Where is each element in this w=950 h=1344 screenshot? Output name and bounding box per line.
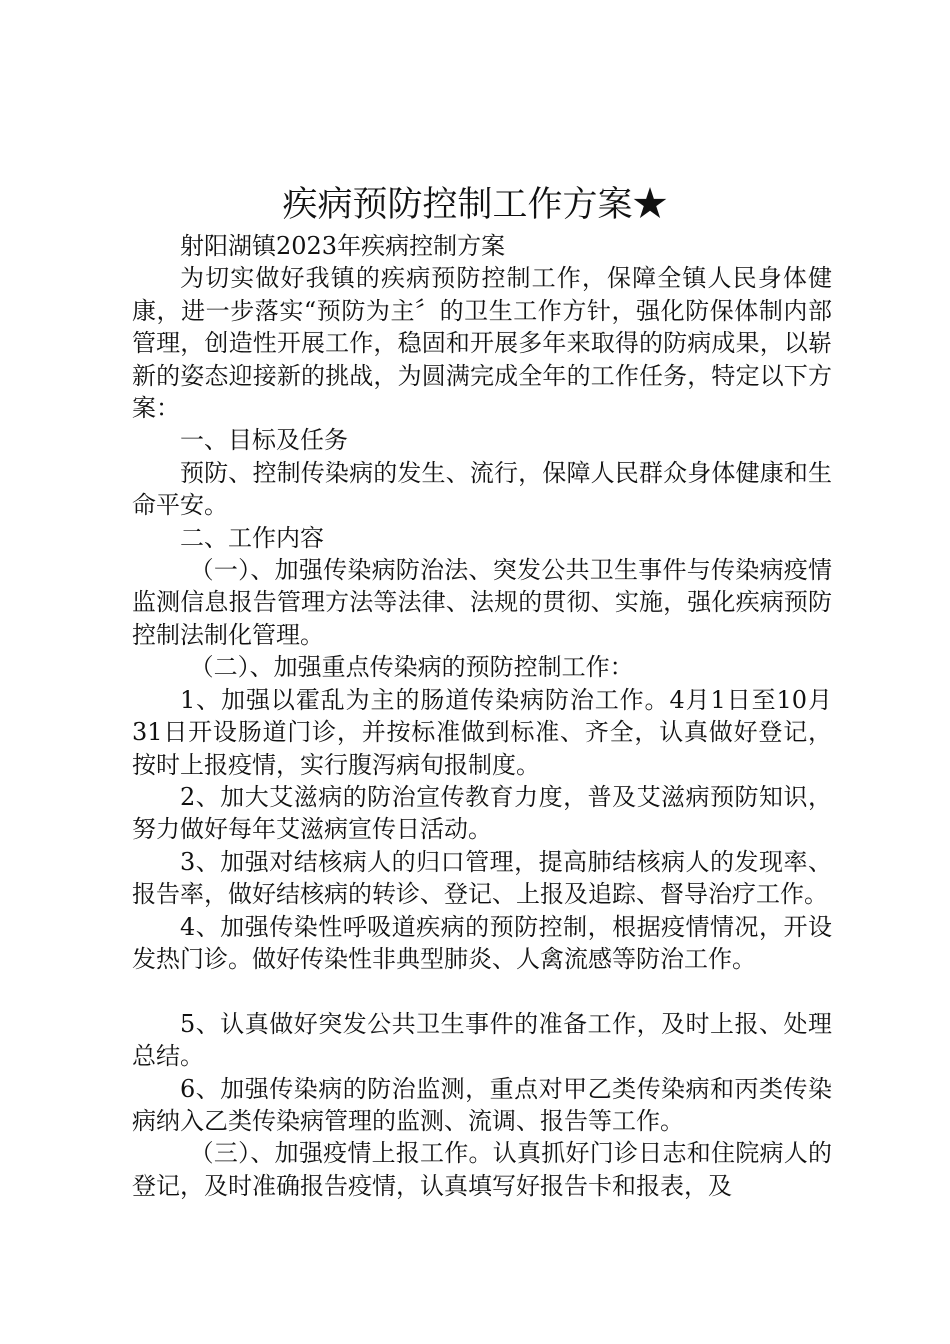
paragraph-section-1: （一）、加强传染病防治法、突发公共卫生事件与传染病疫情监测信息报告管理方法等法律、法规的贯彻、实施，强化疾病预防控制法制化管理。 <box>132 556 832 649</box>
list-item-2: 2、加大艾滋病的防治宣传教育力度，普及艾滋病预防知识，努力做好每年艾滋病宣传日活动。 <box>132 782 832 844</box>
heading-goals: 一、目标及任务 <box>180 426 348 455</box>
document-body <box>132 230 832 1202</box>
paragraph-section-3: （三）、加强疫情上报工作。认真抓好门诊日志和住院病人的登记，及时准确报告疫情，认真填写好报告卡和报表，及 <box>132 1139 832 1200</box>
paragraph-section-2: （二）、加强重点传染病的预防控制工作： <box>189 653 634 682</box>
paragraph-intro: 为切实做好我镇的疾病预防控制工作，保障全镇人民身体健康，进一步落实“预防为主〞的卫生工作方针，强化防保体制内部管理，创造性开展工作，稳固和开展多年来取得的防病成果，以崭新的姿态迎接新的挑战，为圆满完成全年的工作任务，特定以下方案： <box>132 264 832 423</box>
list-item-6: 6、加强传染病的防治监测，重点对甲乙类传染病和丙类传染病纳入乙类传染病管理的监测、流调、报告等工作。 <box>132 1074 832 1135</box>
list-item-1: 1、加强以霍乱为主的肠道传染病防治工作。4月1日至10月31日开设肠道门诊，并按标准做到标准、齐全，认真做好登记，按时上报疫情，实行腹泻病旬报制度。 <box>132 685 832 779</box>
list-item-5: 5、认真做好突发公共卫生事件的准备工作，及时上报、处理总结。 <box>132 1009 832 1071</box>
list-item-3: 3、加强对结核病人的归口管理，提高肺结核病人的发现率、报告率，做好结核病的转诊、登记、上报及追踪、督导治疗工作。 <box>132 847 832 909</box>
paragraph-goals: 预防、控制传染病的发生、流行，保障人民群众身体健康和生命平安。 <box>132 458 832 520</box>
paragraph-subtitle: 射阳湖镇2023年疾病控制方案 <box>180 232 506 260</box>
document-title: 疾病预防控制工作方案★ <box>282 185 668 225</box>
list-item-4: 4、加强传染性呼吸道疾病的预防控制，根据疫情情况，开设发热门诊。做好传染性非典型肺炎、人禽流感等防治工作。 <box>132 912 832 973</box>
heading-work-content: 二、工作内容 <box>180 523 324 552</box>
